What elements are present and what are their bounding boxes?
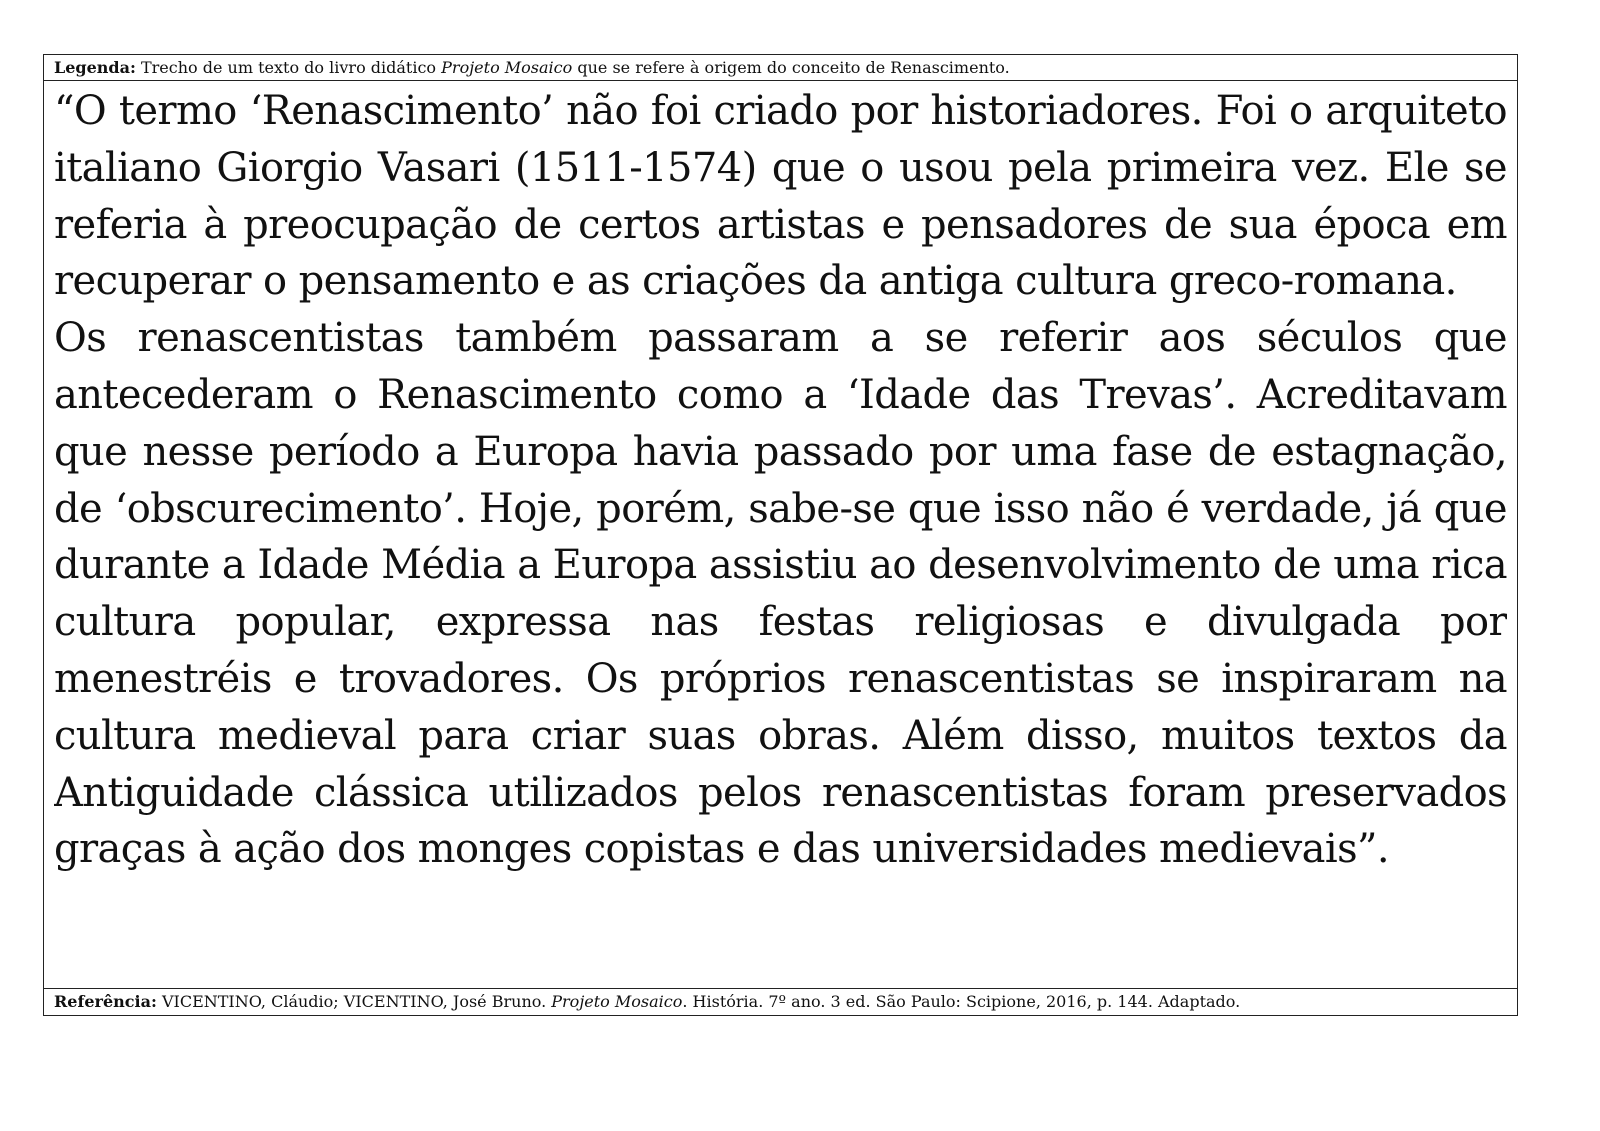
reference-authors: VICENTINO, Cláudio; VICENTINO, José Bruno. <box>156 992 552 1011</box>
legend-book-title: Projeto Mosaico <box>441 58 573 77</box>
legend-text-before: Trecho de um texto do livro didático <box>135 58 442 77</box>
quote-text-block <box>54 83 1507 986</box>
legend-caption <box>44 55 1517 81</box>
document-frame <box>43 54 1518 1016</box>
reference-details: . História. 7º ano. 3 ed. São Paulo: Scipione, 2016, p. 144. Adaptado. <box>682 992 1241 1011</box>
reference-citation <box>44 988 1517 1015</box>
quote-paragraph-1: “O termo ‘Renascimento’ não foi criado por historiadores. Foi o arquiteto italiano Giorgio Vasari (1511-1574) que o usou pela primeira vez. Ele se referia à preocupação de certos artistas e pensadores de sua época em recuperar o pensamento e as criações da antiga cultura greco-romana. <box>54 88 1507 305</box>
quote-paragraph-2: Os renascentistas também passaram a se referir aos séculos que antecederam o Renascimento como a ‘Idade das Trevas’. Acreditavam que nesse período a Europa havia passado por uma fase de estagnação, de ‘obscurecimento’. Hoje, porém, sabe-se que isso não é verdade, já que durante a Idade Média a Europa assistiu ao desenvolvimento de uma rica cultura popular, expressa nas festas religiosas e divulgada por menestréis e trovadores. Os próprios renascentistas se inspiraram na cultura medieval para criar suas obras. Além disso, muitos textos da Antiguidade clássica utilizados pelos renascentistas foram preservados graças à ação dos monges copistas e das universidades medievais”. <box>54 315 1507 873</box>
legend-label: Legenda: <box>54 58 136 77</box>
reference-label: Referência: <box>54 992 157 1011</box>
reference-book-title: Projeto Mosaico <box>551 992 683 1011</box>
legend-text-after: que se refere à origem do conceito de Renascimento. <box>572 58 1010 77</box>
